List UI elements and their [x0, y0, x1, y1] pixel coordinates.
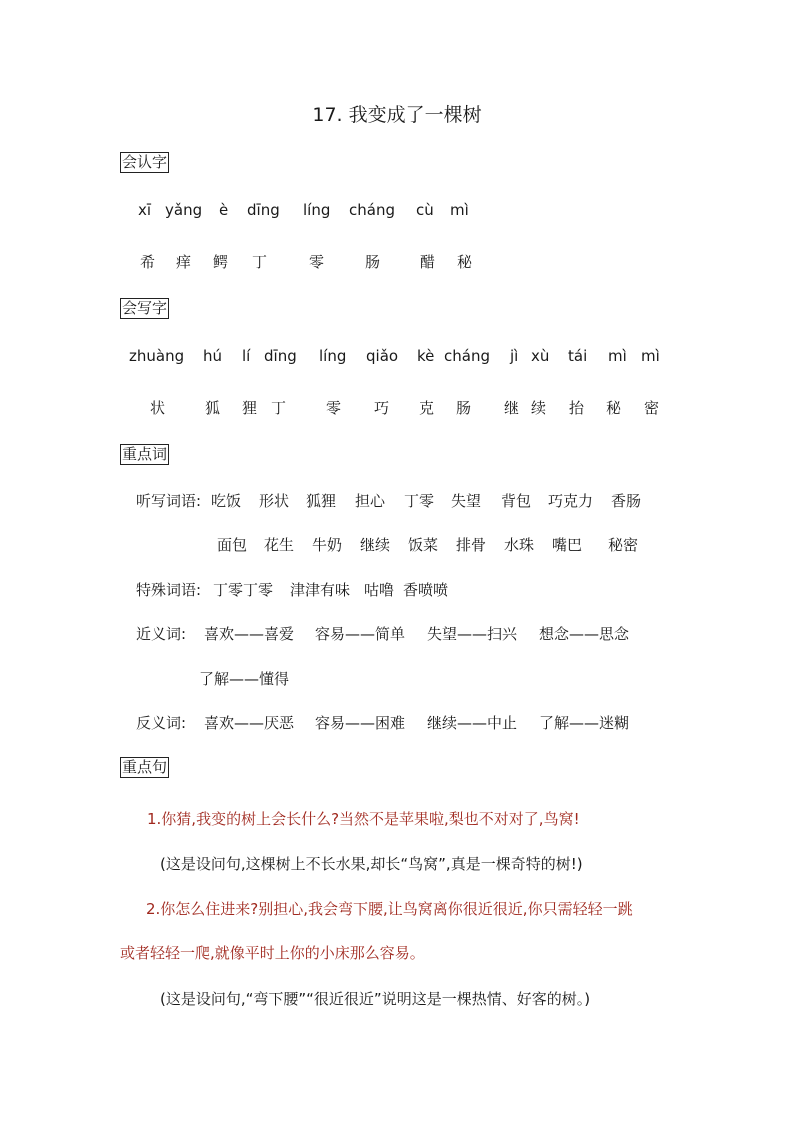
pinyin: lí — [242, 347, 251, 365]
pinyin: mì — [450, 201, 469, 219]
section-label-recognize: 会认字 — [122, 153, 168, 171]
word-pair: 容易——简单 — [315, 625, 406, 643]
word-pair: 了解——迷糊 — [539, 714, 630, 732]
character: 秘 — [606, 399, 622, 417]
pinyin: xù — [531, 347, 550, 365]
word: 形状 — [259, 492, 290, 510]
character: 醋 — [420, 253, 436, 271]
word-pair: 想念——思念 — [539, 625, 630, 643]
pinyin: kè — [417, 347, 435, 365]
word: 失望 — [451, 492, 482, 510]
word: 狐狸 — [306, 492, 337, 510]
character: 密 — [644, 399, 660, 417]
pinyin: cù — [416, 201, 434, 219]
word: 牛奶 — [312, 536, 343, 554]
character: 零 — [326, 399, 342, 417]
sentence-1: 1.你猜,我变的树上会长什么?当然不是苹果啦,梨也不对对了,鸟窝! — [147, 810, 580, 828]
page-title: 17. 我变成了一棵树 — [312, 104, 482, 126]
character: 狐 — [205, 399, 221, 417]
pinyin: jì — [510, 347, 519, 365]
word: 水珠 — [504, 536, 535, 554]
special-label: 特殊词语: — [136, 581, 202, 599]
sentence-2-note: (这是设问句,“弯下腰”“很近很近”说明这是一棵热情、好客的树。) — [160, 990, 591, 1008]
word-pair: 了解——懂得 — [199, 670, 290, 688]
character: 丁 — [271, 399, 287, 417]
pinyin: mì — [641, 347, 660, 365]
section-label-keywords: 重点词 — [122, 445, 168, 463]
character: 克 — [419, 399, 435, 417]
character: 肠 — [365, 253, 381, 271]
word: 丁零丁零 — [213, 581, 274, 599]
section-label-write: 会写字 — [122, 299, 168, 317]
pinyin: cháng — [444, 347, 490, 365]
word: 背包 — [501, 492, 532, 510]
section-label-sentences: 重点句 — [122, 758, 168, 776]
word: 花生 — [264, 536, 295, 554]
character: 继 — [504, 399, 520, 417]
antonyms-label: 反义词: — [136, 714, 187, 732]
pinyin: cháng — [349, 201, 395, 219]
pinyin: dīng — [264, 347, 297, 365]
synonyms-label: 近义词: — [136, 625, 187, 643]
word-pair: 喜欢——厌恶 — [204, 714, 295, 732]
character: 痒 — [176, 253, 192, 271]
pinyin: líng — [303, 201, 331, 219]
character: 抬 — [569, 399, 585, 417]
word: 巧克力 — [548, 492, 594, 510]
pinyin: qiǎo — [366, 347, 399, 365]
character: 巧 — [374, 399, 390, 417]
word: 继续 — [360, 536, 391, 554]
character: 零 — [309, 253, 325, 271]
character: 狸 — [242, 399, 258, 417]
pinyin: tái — [568, 347, 588, 365]
sentence-1-note: (这是设问句,这棵树上不长水果,却长“鸟窝”,真是一棵奇特的树!) — [160, 855, 583, 873]
word: 香肠 — [611, 492, 642, 510]
pinyin: mì — [608, 347, 627, 365]
character: 续 — [531, 399, 547, 417]
character: 鳄 — [213, 253, 229, 271]
word: 饭菜 — [408, 536, 439, 554]
character: 丁 — [252, 253, 268, 271]
pinyin: zhuàng — [129, 347, 185, 365]
character: 秘 — [457, 253, 473, 271]
word: 吃饭 — [211, 492, 242, 510]
sentence-2-line-2: 或者轻轻一爬,就像平时上你的小床那么容易。 — [120, 944, 425, 962]
word-pair: 喜欢——喜爱 — [204, 625, 295, 643]
pinyin: yǎng — [165, 201, 203, 219]
pinyin: dīng — [247, 201, 280, 219]
character: 肠 — [456, 399, 472, 417]
word-pair: 容易——困难 — [315, 714, 406, 732]
word-pair: 失望——扫兴 — [427, 625, 518, 643]
pinyin: xī — [138, 201, 152, 219]
pinyin: líng — [319, 347, 347, 365]
character: 希 — [140, 253, 156, 271]
word: 嘴巴 — [552, 536, 583, 554]
word: 咕噜 — [364, 581, 395, 599]
word: 香喷喷 — [403, 581, 449, 599]
pinyin: è — [219, 201, 229, 219]
dictation-label: 听写词语: — [136, 492, 202, 510]
sentence-2-line-1: 2.你怎么住进来?别担心,我会弯下腰,让鸟窝离你很近很近,你只需轻轻一跳 — [146, 900, 633, 918]
character: 状 — [150, 399, 166, 417]
word: 排骨 — [456, 536, 487, 554]
word-pair: 继续——中止 — [427, 714, 518, 732]
word: 面包 — [217, 536, 248, 554]
word: 丁零 — [404, 492, 435, 510]
word: 津津有味 — [290, 581, 351, 599]
word: 秘密 — [608, 536, 639, 554]
word: 担心 — [355, 492, 386, 510]
pinyin: hú — [203, 347, 223, 365]
